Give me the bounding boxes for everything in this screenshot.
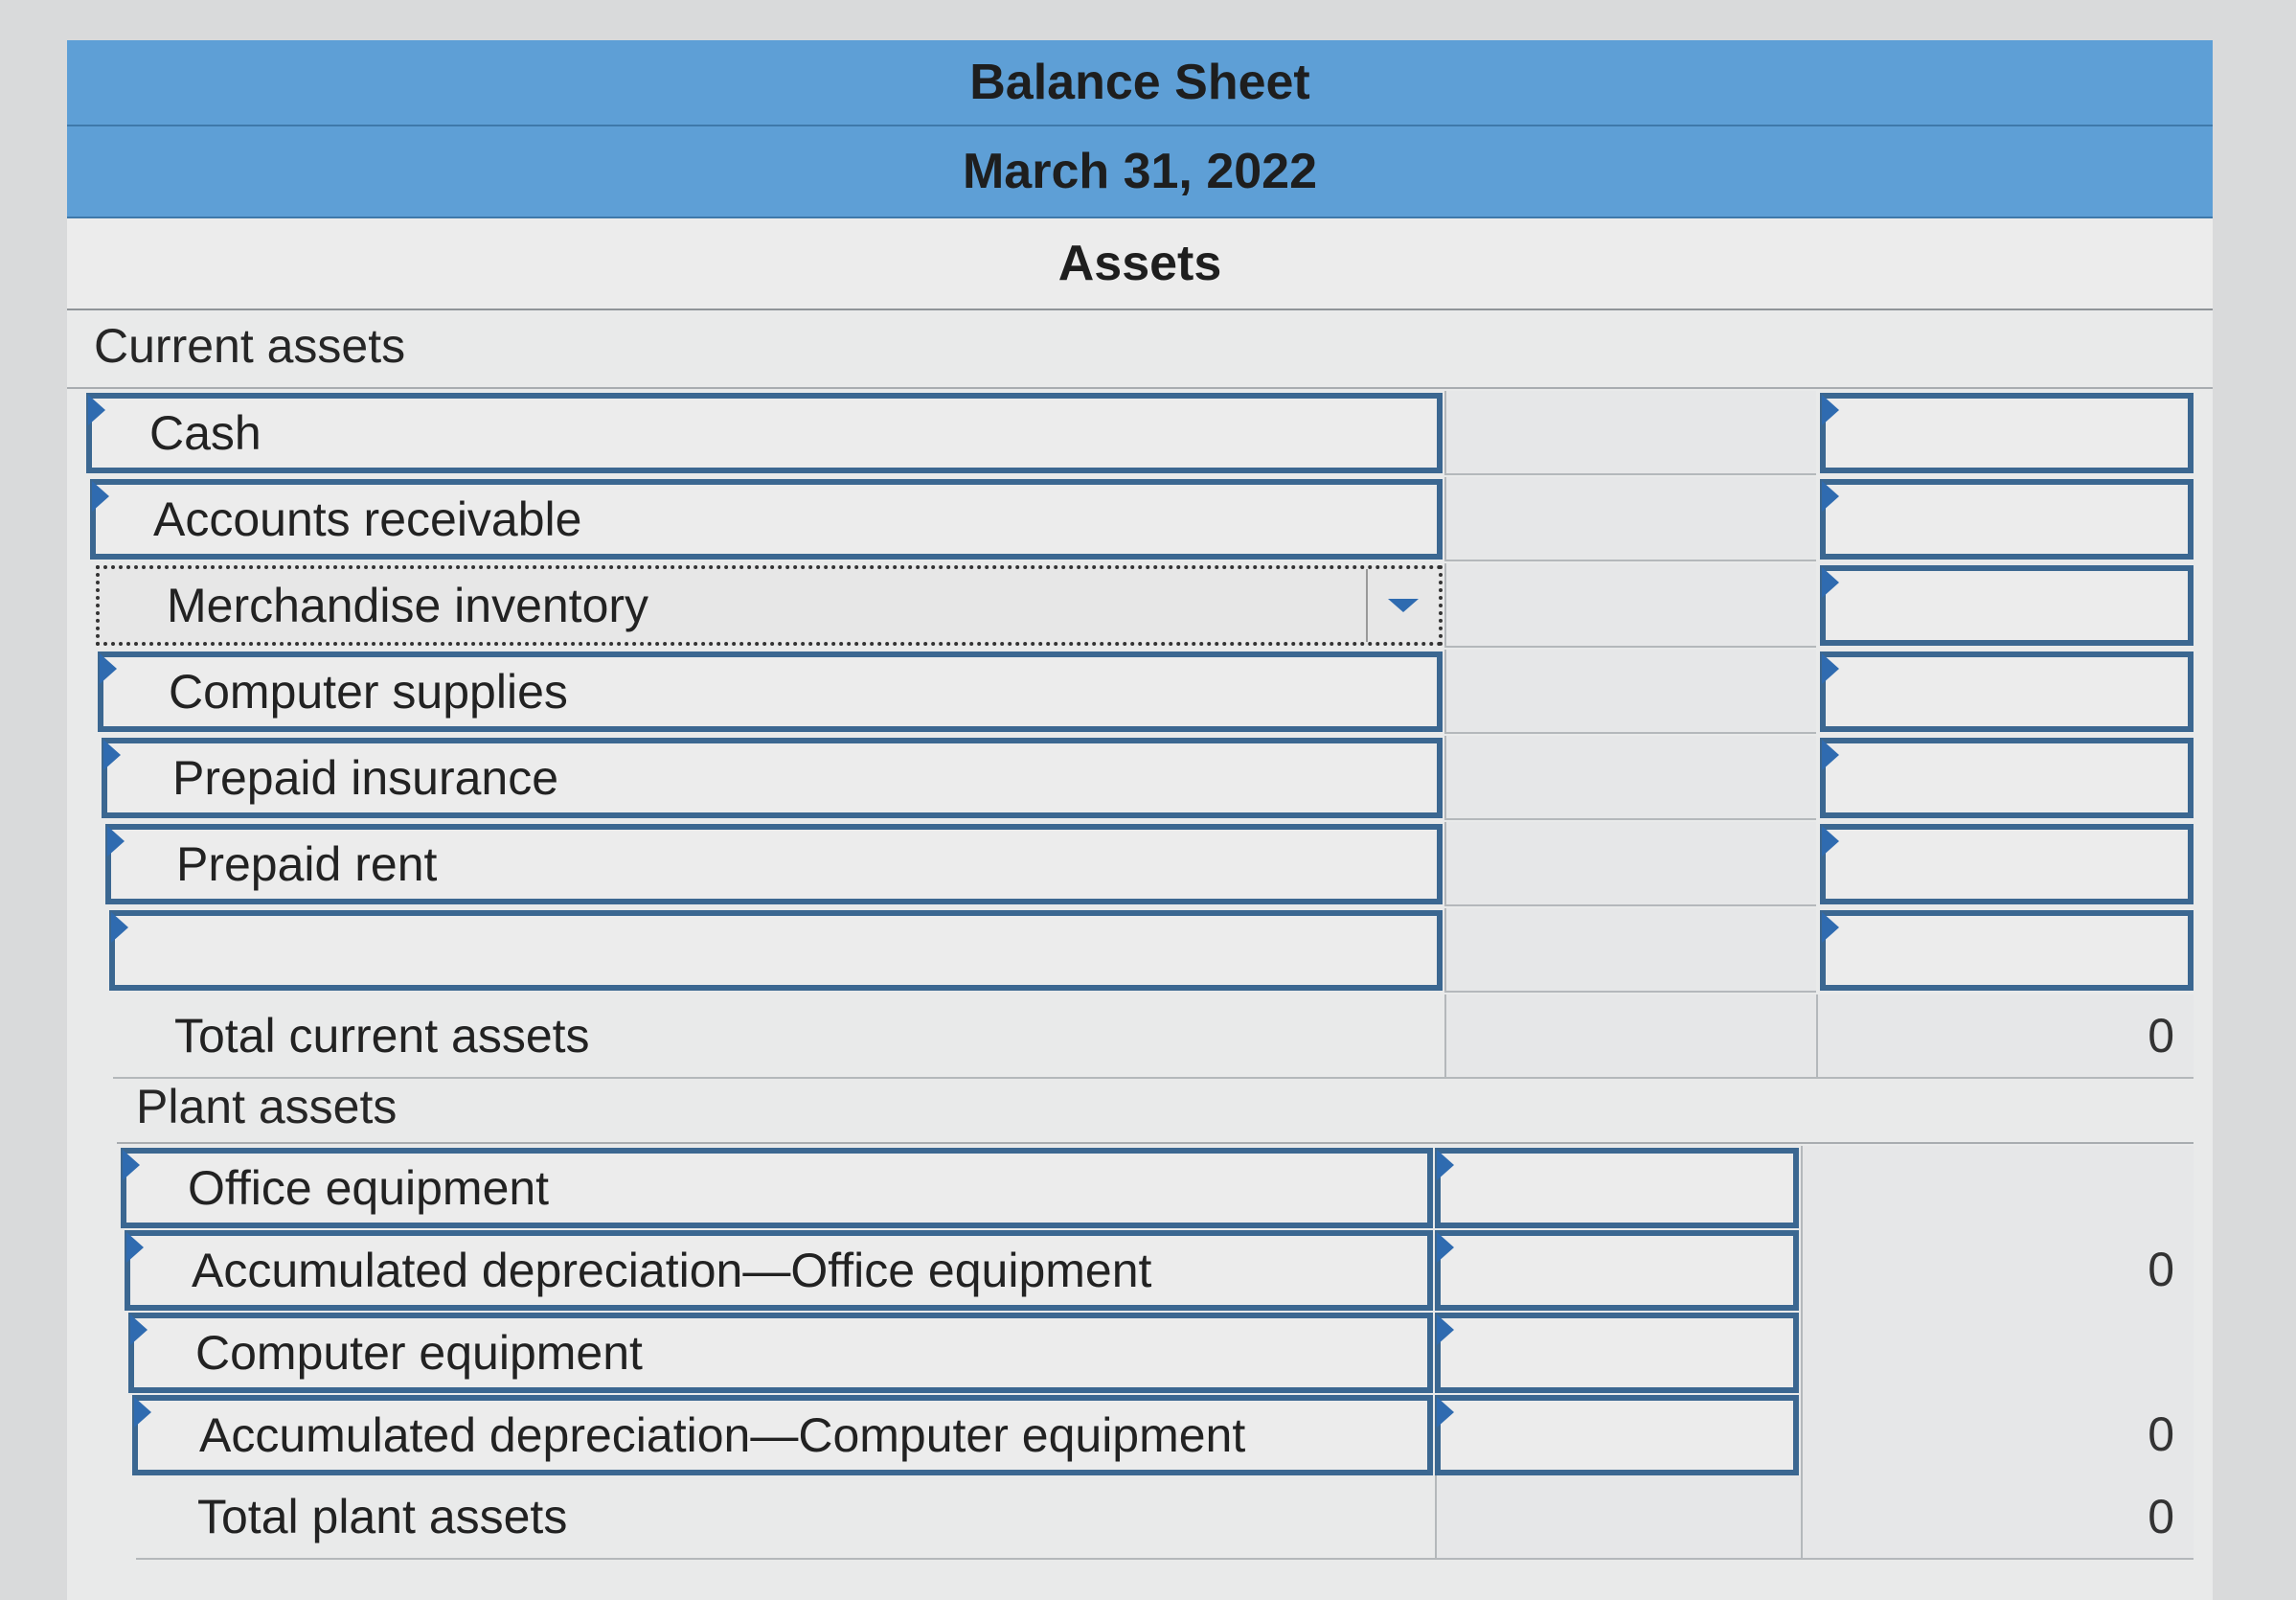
account-label: Merchandise inventory (167, 579, 649, 632)
table-row (67, 563, 2213, 650)
table-row (67, 1311, 2213, 1397)
marker-icon (88, 395, 105, 425)
amount-input-computer-equipment[interactable] (1435, 1313, 1799, 1393)
account-label: Office equipment (188, 1161, 550, 1215)
account-label: Prepaid rent (176, 837, 438, 891)
marker-icon (1822, 653, 1839, 684)
amount-input-office-equipment[interactable] (1435, 1148, 1799, 1228)
table-row (67, 477, 2213, 563)
total-office-equipment (1801, 1146, 2194, 1230)
marker-icon (1822, 567, 1839, 598)
amount-cell (1444, 994, 1816, 1079)
total-accum-dep-computer: 0 (1801, 1393, 2194, 1477)
table-row (67, 736, 2213, 822)
divider (67, 387, 2213, 389)
account-label: Accumulated depreciation—Computer equipment (199, 1408, 1246, 1462)
total-input-accounts-receivable[interactable] (1820, 479, 2194, 560)
account-label: Cash (149, 406, 261, 460)
amount-cell (1444, 563, 1816, 648)
marker-icon (126, 1232, 144, 1263)
marker-icon (1437, 1232, 1454, 1263)
table-row (67, 1146, 2213, 1232)
account-label: Computer equipment (195, 1326, 643, 1380)
total-plant-assets-value: 0 (1801, 1475, 2194, 1560)
marker-icon (1822, 481, 1839, 512)
total-computer-equipment (1801, 1311, 2194, 1395)
account-select-accum-dep-office[interactable] (125, 1230, 1433, 1311)
marker-icon (100, 653, 117, 684)
table-row (67, 908, 2213, 994)
account-label: Prepaid insurance (172, 751, 559, 805)
sheet-date: March 31, 2022 (67, 126, 2213, 218)
amount-cell (1435, 1475, 1801, 1560)
table-row (67, 1393, 2213, 1479)
marker-icon (1822, 912, 1839, 943)
sheet-title: Balance Sheet (67, 40, 2213, 126)
account-select-prepaid-insurance[interactable] (102, 738, 1443, 818)
account-label: Accumulated depreciation—Office equipment (192, 1244, 1152, 1297)
account-select-accum-dep-computer[interactable] (132, 1395, 1433, 1475)
total-input-cash[interactable] (1820, 393, 2194, 473)
current-assets-heading: Current assets (94, 319, 406, 373)
amount-cell (1444, 391, 1816, 475)
marker-icon (1437, 1314, 1454, 1345)
total-input-blank[interactable] (1820, 910, 2194, 991)
total-input-merchandise-inventory[interactable] (1820, 565, 2194, 646)
account-select-prepaid-rent[interactable] (105, 824, 1443, 904)
amount-cell (1444, 736, 1816, 820)
total-current-assets-label: Total current assets (113, 994, 1444, 1079)
total-plant-assets-label: Total plant assets (136, 1475, 1437, 1560)
marker-icon (111, 912, 128, 943)
marker-icon (123, 1150, 140, 1180)
marker-icon (1822, 395, 1839, 425)
total-current-assets-row (67, 994, 2213, 1081)
amount-input-accum-dep-computer[interactable] (1435, 1395, 1799, 1475)
amount-cell (1444, 908, 1816, 993)
account-select-computer-supplies[interactable] (98, 651, 1443, 732)
balance-sheet (67, 40, 2213, 1600)
account-label: Computer supplies (169, 665, 568, 719)
marker-icon (130, 1314, 148, 1345)
total-input-computer-supplies[interactable] (1820, 651, 2194, 732)
total-input-prepaid-insurance[interactable] (1820, 738, 2194, 818)
account-select-accounts-receivable[interactable] (90, 479, 1443, 560)
marker-icon (1437, 1150, 1454, 1180)
marker-icon (92, 481, 109, 512)
amount-input-accum-dep-office[interactable] (1435, 1230, 1799, 1311)
account-label: Accounts receivable (153, 492, 582, 546)
marker-icon (103, 740, 121, 770)
plant-assets-heading: Plant assets (136, 1080, 398, 1133)
total-input-prepaid-rent[interactable] (1820, 824, 2194, 904)
marker-icon (1822, 826, 1839, 857)
account-select-computer-equipment[interactable] (128, 1313, 1433, 1393)
account-select-blank[interactable] (109, 910, 1443, 991)
account-select-merchandise-inventory[interactable] (96, 565, 1443, 646)
divider (117, 1142, 2194, 1144)
marker-icon (107, 826, 125, 857)
table-row (67, 391, 2213, 477)
section-heading-assets: Assets (67, 218, 2213, 310)
chevron-down-icon[interactable] (1366, 569, 1439, 642)
amount-cell (1444, 822, 1816, 906)
marker-icon (1437, 1397, 1454, 1428)
table-row (67, 650, 2213, 736)
table-row (67, 822, 2213, 908)
marker-icon (134, 1397, 151, 1428)
total-accum-dep-office: 0 (1801, 1228, 2194, 1313)
total-current-assets-value: 0 (1816, 994, 2194, 1079)
table-row (67, 1228, 2213, 1314)
total-plant-assets-row (67, 1475, 2213, 1562)
amount-cell (1444, 650, 1816, 734)
account-select-cash[interactable] (86, 393, 1443, 473)
amount-cell (1444, 477, 1816, 561)
account-select-office-equipment[interactable] (121, 1148, 1433, 1228)
marker-icon (1822, 740, 1839, 770)
